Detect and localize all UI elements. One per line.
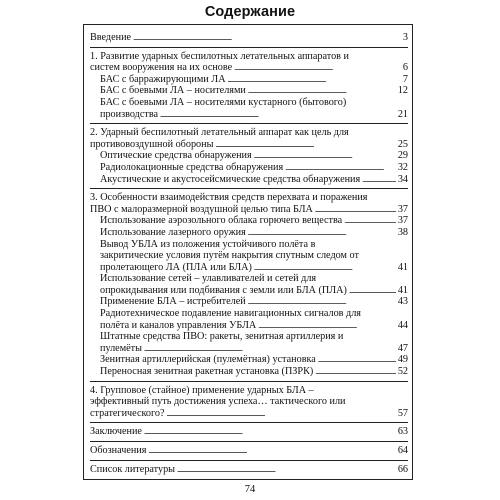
toc-section <box>90 48 408 125</box>
toc-entry-line: Использование сетей – улавливателей и сетей для <box>100 273 317 285</box>
dot-leader <box>248 87 396 97</box>
toc-entry[interactable] <box>90 296 408 308</box>
toc-entry-row <box>100 262 408 274</box>
toc-entry-row <box>100 343 408 355</box>
table-of-contents <box>90 29 408 478</box>
toc-entry-line: 2. Ударный беспилотный летательный аппарат как цель для <box>90 127 349 139</box>
toc-entry-title: противовоздушной обороны <box>90 138 214 150</box>
toc-entry-title: БАС с барражирующими ЛА <box>100 73 226 85</box>
toc-entry-page: 37 <box>397 215 408 227</box>
toc-entry-title: Оптические средства обнаружения <box>100 150 252 162</box>
dot-leader <box>362 175 396 185</box>
dot-leader <box>248 229 396 239</box>
toc-entry[interactable] <box>90 331 408 354</box>
toc-entry-title: Зенитная артиллерийская (пулемётная) установка <box>100 354 316 366</box>
toc-entry-row <box>90 445 408 457</box>
toc-entry-page: 32 <box>397 161 408 173</box>
toc-entry[interactable] <box>90 464 408 476</box>
dot-leader <box>285 164 396 174</box>
toc-entry-title: пролетающего ЛА (ПЛА или БЛА) <box>100 261 252 273</box>
toc-entry-row <box>100 227 408 239</box>
toc-entry-row <box>90 62 408 74</box>
toc-entry-row <box>100 74 408 86</box>
toc-entry-row <box>100 285 408 297</box>
toc-entry-row <box>100 354 408 366</box>
toc-entry[interactable] <box>90 85 408 97</box>
toc-entry-title: Радиолокационные средства обнаружения <box>100 161 284 173</box>
toc-entry[interactable] <box>90 308 408 331</box>
toc-entry[interactable] <box>90 366 408 378</box>
toc-entry-page: 29 <box>397 150 408 162</box>
toc-entry-title: Заключение <box>90 426 142 438</box>
toc-entry[interactable] <box>90 239 408 274</box>
toc-entry-page: 43 <box>397 296 408 308</box>
toc-entry[interactable] <box>90 127 408 150</box>
toc-entry[interactable] <box>90 426 408 438</box>
toc-entry-row <box>100 162 408 174</box>
dot-leader <box>160 110 396 120</box>
dot-leader <box>315 205 396 215</box>
toc-entry-row <box>100 296 408 308</box>
toc-entry[interactable] <box>90 192 408 215</box>
dot-leader <box>148 447 395 457</box>
toc-entry-page: 25 <box>397 138 408 150</box>
toc-entry[interactable] <box>90 273 408 296</box>
toc-entry[interactable] <box>90 32 408 44</box>
toc-entry-title: Применение БЛА – истребителей <box>100 296 246 308</box>
toc-entry-page: 52 <box>397 366 408 378</box>
toc-entry-page: 34 <box>397 173 408 185</box>
toc-entry-title: стратегического? <box>90 407 165 419</box>
dot-leader <box>344 217 396 227</box>
toc-entry-line: 3. Особенности взаимодействия средств перехвата и поражения <box>90 192 368 204</box>
toc-entry-title: Использование лазерного оружия <box>100 226 246 238</box>
toc-entry-line: закритические условия путём накрытия спутным следом от <box>100 250 359 262</box>
toc-entry-title: опрокидывания или подбивания с земли или БЛА (ПЛА) <box>100 284 347 296</box>
toc-entry-page: 12 <box>397 85 408 97</box>
toc-entry-row <box>90 139 408 151</box>
toc-entry-line: Штатные средства ПВО: ракеты, зенитная артиллерия и <box>100 331 344 343</box>
toc-section <box>90 124 408 189</box>
toc-section <box>90 29 408 48</box>
toc-entry-title: Обозначения <box>90 445 147 456</box>
toc-entry-title: БАС с боевыми ЛА – носителями <box>100 85 246 97</box>
dot-leader <box>254 263 396 273</box>
toc-entry-title: пулемёты <box>100 342 142 354</box>
toc-section <box>90 189 408 382</box>
toc-section <box>90 442 408 461</box>
page-title: Содержание <box>204 4 296 20</box>
toc-entry-page: 66 <box>397 463 408 475</box>
toc-entry-row <box>90 464 408 476</box>
toc-entry-line: БАС с боевыми ЛА – носителями кустарного (бытового) <box>100 96 347 108</box>
dot-leader <box>248 298 396 308</box>
toc-entry-title: полёта и каналов управления УБЛА <box>100 319 257 331</box>
toc-entry-page: 47 <box>397 342 408 354</box>
toc-entry-line: эффективный путь достижения успеха… тактического или <box>90 396 346 408</box>
toc-section <box>90 461 408 479</box>
toc-entry-row <box>100 320 408 332</box>
toc-entry[interactable] <box>90 97 408 120</box>
toc-entry-row <box>90 32 408 44</box>
toc-entry-title: Введение <box>90 32 132 43</box>
dot-leader <box>234 64 398 74</box>
toc-entry-title: ПВО с малоразмерной воздушной целью типа БЛА <box>90 203 313 215</box>
toc-section <box>90 423 408 442</box>
toc-entry-line: 1. Развитие ударных беспилотных летательных аппаратов и <box>90 50 349 62</box>
toc-entry-page: 44 <box>397 319 408 331</box>
toc-entry-page: 37 <box>397 203 408 215</box>
dot-leader <box>258 321 396 331</box>
toc-entry-line: Радиотехническое подавление навигационных сигналов для <box>100 308 361 320</box>
toc-entry-line: 4. Групповое (стайное) применение ударных БЛА – <box>90 384 314 396</box>
toc-entry-page: 38 <box>397 226 408 238</box>
toc-entry-row <box>100 109 408 121</box>
toc-entry[interactable] <box>90 150 408 162</box>
toc-entry-row <box>100 150 408 162</box>
toc-entry-row <box>100 85 408 97</box>
toc-entry[interactable] <box>90 385 408 420</box>
toc-entry-title: Использование аэрозольного облака горючего вещества <box>100 215 343 227</box>
dot-leader <box>349 286 396 296</box>
toc-section <box>90 382 408 424</box>
toc-entry-title: Список литературы <box>90 463 176 475</box>
dot-leader <box>177 465 396 475</box>
toc-entry[interactable] <box>90 215 408 227</box>
toc-entry-page: 63 <box>397 426 408 438</box>
dot-leader <box>318 356 396 366</box>
toc-entry-row <box>90 426 408 438</box>
toc-entry-page: 64 <box>397 445 408 456</box>
toc-entry-title: Переносная зенитная ракетная установка (ПЗРК) <box>100 366 314 378</box>
toc-entry-row <box>90 408 408 420</box>
dot-leader <box>254 152 396 162</box>
toc-entry[interactable] <box>90 174 408 186</box>
dot-leader <box>215 140 395 150</box>
toc-entry[interactable] <box>90 51 408 74</box>
page-number: 74 <box>244 484 256 495</box>
dot-leader <box>228 75 398 85</box>
toc-entry[interactable] <box>90 162 408 174</box>
dot-leader <box>144 344 396 354</box>
toc-entry-row <box>90 204 408 216</box>
dot-leader <box>133 34 398 44</box>
toc-entry-page: 41 <box>397 261 408 273</box>
toc-entry-title: систем вооружения на их основе <box>90 62 233 74</box>
dot-leader <box>144 428 396 438</box>
toc-entry[interactable] <box>90 354 408 366</box>
toc-entry[interactable] <box>90 74 408 86</box>
toc-entry[interactable] <box>90 227 408 239</box>
toc-entry[interactable] <box>90 445 408 457</box>
toc-entry-page: 41 <box>397 284 408 296</box>
toc-entry-page: 6 <box>402 62 408 74</box>
toc-entry-page: 49 <box>397 354 408 366</box>
toc-entry-page: 21 <box>397 108 408 120</box>
dot-leader <box>315 368 396 378</box>
dot-leader <box>167 409 396 419</box>
toc-entry-title: производства <box>100 108 159 120</box>
toc-entry-row <box>100 366 408 378</box>
toc-entry-title: Акустические и акустосейсмические средства обнаружения <box>100 173 361 185</box>
toc-entry-page: 57 <box>397 407 408 419</box>
toc-entry-line: Вывод УБЛА из положения устойчивого полёта в <box>100 238 316 250</box>
toc-entry-row <box>100 174 408 186</box>
toc-entry-row <box>100 215 408 227</box>
toc-entry-page: 3 <box>402 32 408 43</box>
toc-entry-page: 7 <box>402 73 408 85</box>
